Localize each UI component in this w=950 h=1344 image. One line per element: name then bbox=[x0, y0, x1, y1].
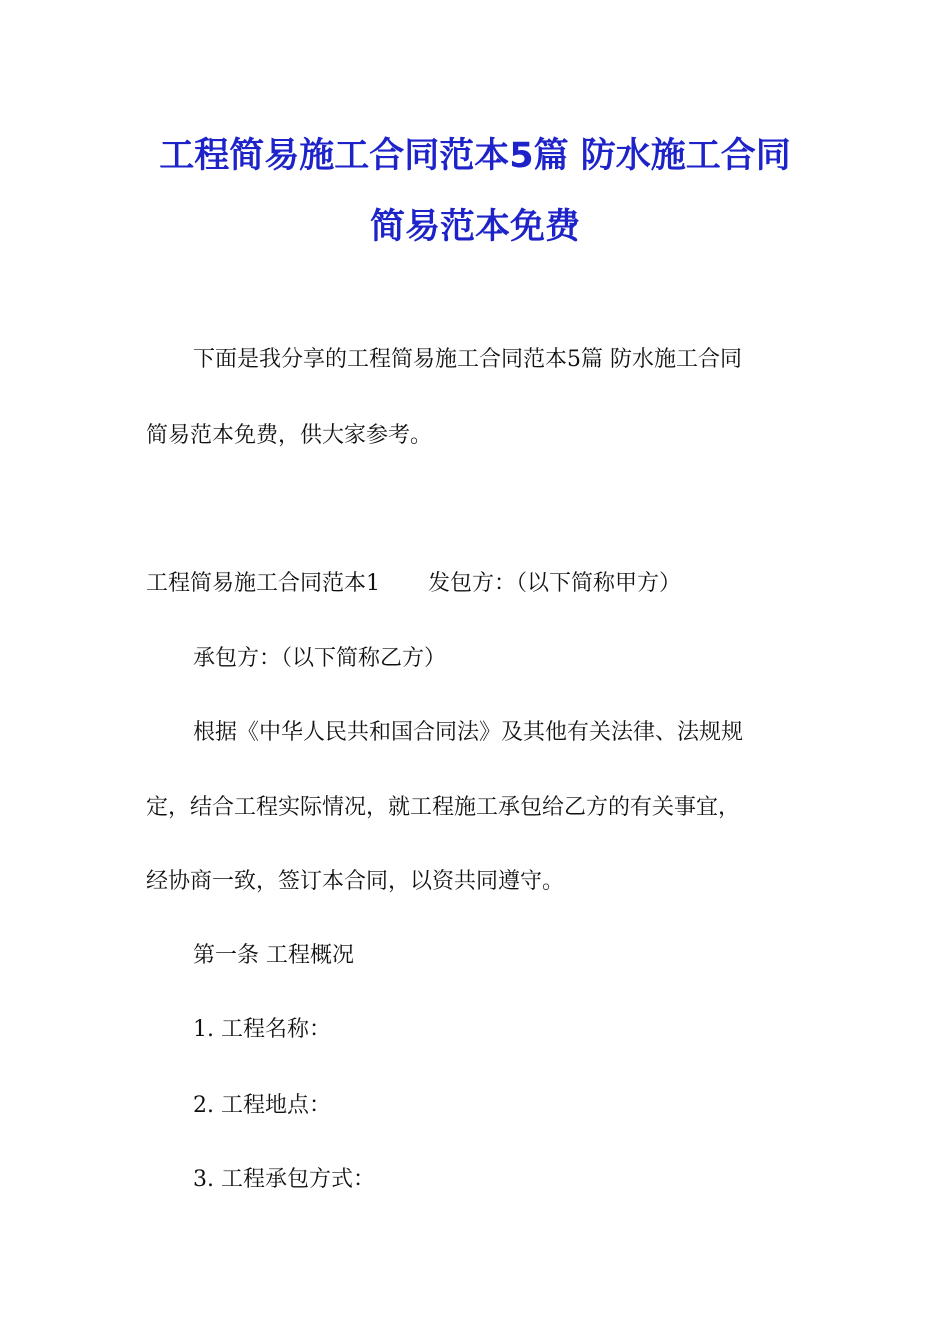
basis-paragraph-line-1: 根据《中华人民共和国合同法》及其他有关法律、法规规 bbox=[193, 720, 744, 745]
intro-paragraph-line-1: 下面是我分享的工程简易施工合同范本5篇 防水施工合同 bbox=[193, 347, 742, 372]
section-heading-row bbox=[146, 570, 681, 598]
party-a-label: 发包方：（以下简称甲方） bbox=[428, 571, 682, 596]
intro-paragraph-line-2: 简易范本免费，供大家参考。 bbox=[146, 423, 433, 448]
basis-paragraph-line-3: 经协商一致，签订本合同，以资共同遵守。 bbox=[146, 869, 565, 894]
section-heading: 工程简易施工合同范本1 bbox=[146, 571, 380, 596]
list-item-project-location: 2. 工程地点： bbox=[193, 1093, 331, 1118]
list-item-contract-method: 3. 工程承包方式： bbox=[193, 1167, 375, 1192]
list-item-project-name: 1. 工程名称： bbox=[193, 1017, 331, 1042]
party-b-label: 承包方：（以下简称乙方） bbox=[193, 646, 447, 671]
article-1-title: 第一条 工程概况 bbox=[193, 943, 354, 968]
document-title-line-1: 工程简易施工合同范本5篇 防水施工合同 bbox=[159, 136, 791, 176]
document-title-line-2: 简易范本免费 bbox=[369, 207, 580, 247]
basis-paragraph-line-2: 定，结合工程实际情况，就工程施工承包给乙方的有关事宜， bbox=[146, 795, 741, 820]
